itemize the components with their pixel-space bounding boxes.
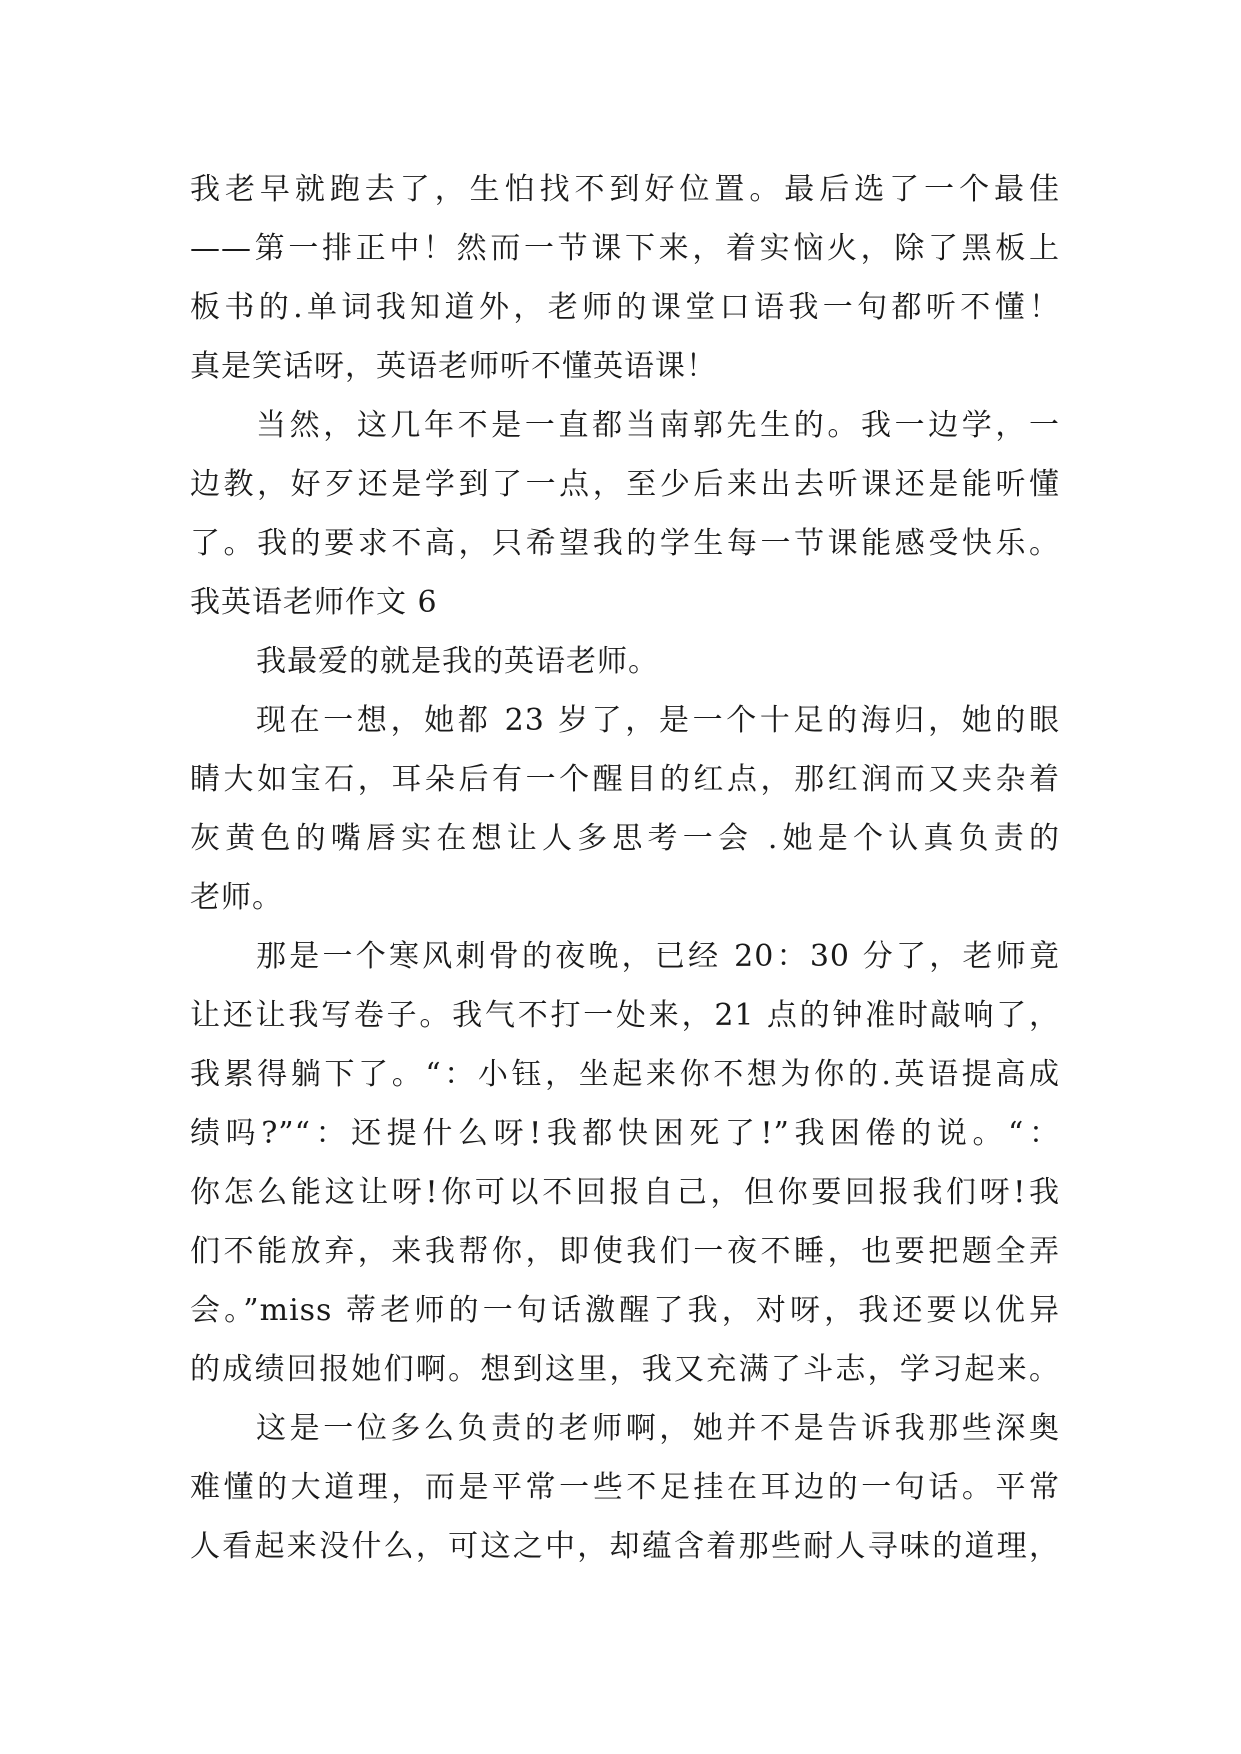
text-line: 那是一个寒风刺骨的夜晚，已经 20：30 分了，老师竟: [256, 939, 1060, 974]
text-line: 我最爱的就是我的英语老师。: [256, 644, 659, 679]
text-line: 现在一想，她都 23 岁了，是一个十足的海归，她的眼: [256, 703, 1060, 738]
text-line: 的成绩回报她们啊。想到这里，我又充满了斗志，学习起来。: [190, 1352, 1060, 1387]
text-line: 睛大如宝石，耳朵后有一个醒目的红点，那红润而又夹杂着: [190, 762, 1060, 797]
text-line: 人看起来没什么，可这之中，却蕴含着那些耐人寻味的道理，: [190, 1529, 1060, 1564]
body-text: [190, 160, 1060, 1576]
text-line: 我老早就跑去了，生怕找不到好位置。最后选了一个最佳: [190, 172, 1060, 207]
text-line: 灰黄色的嘴唇实在想让人多思考一会 .她是个认真负责的: [190, 821, 1060, 856]
text-line: 真是笑话呀，英语老师听不懂英语课！: [190, 349, 717, 384]
text-line: 这是一位多么负责的老师啊，她并不是告诉我那些深奥: [256, 1411, 1060, 1446]
text-line: 我英语老师作文 6: [190, 585, 438, 620]
text-line: 绩吗?”“：还提什么呀!我都快困死了!”我困倦的说。“：: [190, 1116, 1060, 1151]
text-line: 边教，好歹还是学到了一点，至少后来出去听课还是能听懂: [190, 467, 1060, 502]
text-line: 们不能放弃，来我帮你，即使我们一夜不睡，也要把题全弄: [190, 1234, 1060, 1269]
text-line: 了。我的要求不高，只希望我的学生每一节课能感受快乐。: [190, 526, 1060, 561]
text-line: 让还让我写卷子。我气不打一处来，21 点的钟准时敲响了，: [190, 998, 1060, 1033]
text-line: 老师。: [190, 880, 283, 915]
text-line: 会。”miss 蒂老师的一句话激醒了我，对呀，我还要以优异: [190, 1293, 1060, 1328]
text-line: ——第一排正中！然而一节课下来，着实恼火，除了黑板上: [190, 231, 1060, 266]
text-line: 板书的.单词我知道外，老师的课堂口语我一句都听不懂！: [190, 290, 1060, 325]
text-line: 当然，这几年不是一直都当南郭先生的。我一边学，一: [256, 408, 1060, 443]
text-line: 难懂的大道理，而是平常一些不足挂在耳边的一句话。平常: [190, 1470, 1060, 1505]
text-line: 你怎么能这让呀!你可以不回报自己，但你要回报我们呀!我: [190, 1175, 1060, 1210]
text-line: 我累得躺下了。“：小钰，坐起来你不想为你的.英语提高成: [190, 1057, 1060, 1092]
